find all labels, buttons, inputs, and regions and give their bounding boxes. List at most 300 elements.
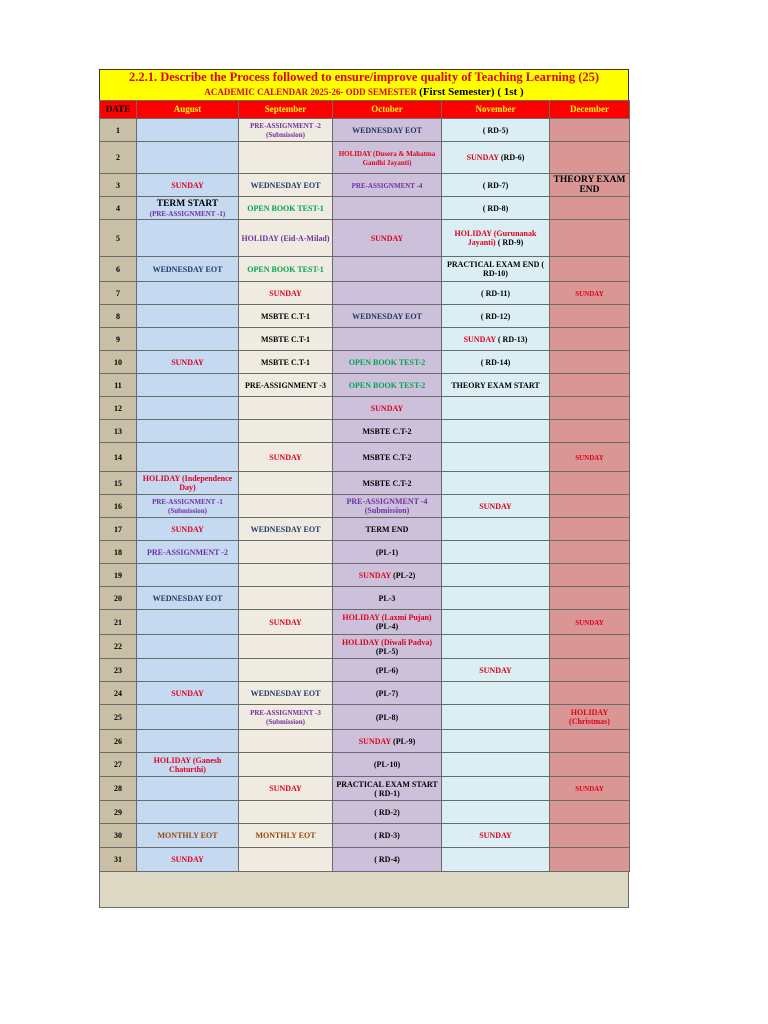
august-cell	[137, 777, 239, 801]
date-cell	[100, 495, 137, 518]
october-cell	[333, 282, 442, 305]
october-entry: PL-3	[378, 593, 396, 603]
august-cell	[137, 472, 239, 495]
september-entry: WEDNESDAY EOT	[250, 524, 321, 534]
november-entry: SUNDAY	[479, 665, 512, 675]
date-cell	[100, 119, 137, 142]
october-entry: (PL-1)	[375, 547, 399, 557]
december-entry: HOLIDAY (Christmas)	[569, 708, 610, 726]
date-number: 31	[114, 855, 122, 864]
date-number: 30	[114, 831, 122, 840]
date-cell	[100, 753, 137, 777]
october-cell	[333, 328, 442, 351]
date-cell	[100, 374, 137, 397]
october-cell	[333, 682, 442, 705]
september-entry: SUNDAY	[269, 784, 302, 793]
september-cell	[239, 197, 333, 220]
column-header-date: DATE	[100, 101, 137, 119]
october-entry: (PL-8)	[375, 712, 399, 722]
november-cell	[442, 257, 550, 282]
october-cell	[333, 564, 442, 587]
subtitle-semester-label: ACADEMIC CALENDAR 2025-26- ODD SEMESTER	[204, 87, 417, 97]
calendar-title: 2.2.1. Describe the Process followed to ensure/improve quality of Teaching Learning (25)	[128, 70, 600, 84]
october-entry: (PL-5)	[375, 646, 399, 656]
december-cell	[550, 635, 630, 659]
august-cell	[137, 174, 239, 197]
august-cell	[137, 443, 239, 472]
calendar-row	[100, 328, 630, 351]
september-entry: PRE-ASSIGNMENT -3	[245, 380, 326, 390]
november-entry: ( RD-14)	[480, 357, 511, 367]
calendar-row	[100, 119, 630, 142]
december-cell	[550, 220, 630, 257]
december-entry: SUNDAY	[575, 785, 604, 793]
date-cell	[100, 351, 137, 374]
date-number: 5	[116, 233, 120, 243]
date-cell	[100, 587, 137, 610]
november-cell	[442, 328, 550, 351]
october-cell	[333, 351, 442, 374]
september-cell	[239, 282, 333, 305]
october-cell	[333, 495, 442, 518]
november-cell	[442, 495, 550, 518]
calendar-row	[100, 541, 630, 564]
november-cell	[442, 801, 550, 824]
october-entry: HOLIDAY (Dusera & Mahatma Gandhi Jayanti)	[338, 149, 436, 167]
calendar-row	[100, 518, 630, 541]
august-cell	[137, 635, 239, 659]
date-cell	[100, 801, 137, 824]
october-entry: (PL-9)	[393, 736, 416, 746]
september-entry: MONTHLY EOT	[255, 831, 316, 840]
column-header-october: October	[333, 101, 442, 119]
date-cell	[100, 282, 137, 305]
october-entry: PRE-ASSIGNMENT -4	[351, 181, 423, 190]
december-cell	[550, 119, 630, 142]
october-cell	[333, 777, 442, 801]
october-entry: PRACTICAL EXAM START ( RD-1)	[336, 779, 438, 798]
august-cell	[137, 610, 239, 635]
august-entry: MONTHLY EOT	[157, 831, 218, 840]
september-entry: WEDNESDAY EOT	[250, 180, 321, 190]
date-cell	[100, 777, 137, 801]
august-cell	[137, 753, 239, 777]
calendar-row	[100, 142, 630, 174]
date-number: 25	[114, 712, 122, 722]
calendar-row	[100, 777, 630, 801]
october-entry: MSBTE C.T-2	[362, 426, 412, 436]
august-cell	[137, 564, 239, 587]
october-entry: TERM END	[365, 524, 409, 534]
november-cell	[442, 848, 550, 872]
september-cell	[239, 777, 333, 801]
october-cell	[333, 541, 442, 564]
august-entry: SUNDAY	[171, 688, 204, 698]
august-cell	[137, 282, 239, 305]
december-cell	[550, 848, 630, 872]
date-number: 3	[116, 180, 120, 190]
november-entry: ( RD-7)	[482, 180, 509, 190]
november-entry: SUNDAY	[479, 501, 512, 511]
october-cell	[333, 220, 442, 257]
october-cell	[333, 705, 442, 730]
september-cell	[239, 257, 333, 282]
september-entry: MSBTE C.T-1	[260, 311, 311, 321]
november-cell	[442, 682, 550, 705]
column-header-september: September	[239, 101, 333, 119]
october-cell	[333, 174, 442, 197]
august-cell	[137, 705, 239, 730]
calendar-row	[100, 220, 630, 257]
december-cell	[550, 257, 630, 282]
august-entry: HOLIDAY (Independence Day)	[142, 474, 233, 492]
september-cell	[239, 305, 333, 328]
calendar-row	[100, 305, 630, 328]
august-cell	[137, 587, 239, 610]
october-cell	[333, 142, 442, 174]
calendar-row	[100, 610, 630, 635]
date-number: 10	[114, 357, 122, 367]
august-entry: SUNDAY	[171, 524, 204, 534]
december-cell	[550, 753, 630, 777]
september-entry: SUNDAY	[269, 452, 302, 462]
november-cell	[442, 142, 550, 174]
october-holiday-label: HOLIDAY (Laxmi Pujan)	[342, 613, 432, 622]
october-cell	[333, 305, 442, 328]
october-entry: (PL-4)	[375, 622, 399, 631]
november-cell	[442, 119, 550, 142]
date-number: 29	[114, 807, 122, 817]
date-cell	[100, 328, 137, 351]
date-number: 14	[114, 452, 122, 462]
december-cell	[550, 374, 630, 397]
date-number: 19	[114, 570, 122, 580]
august-entry: SUNDAY	[171, 357, 204, 367]
calendar-row	[100, 174, 630, 197]
date-cell	[100, 174, 137, 197]
october-cell	[333, 197, 442, 220]
date-cell	[100, 564, 137, 587]
august-cell	[137, 420, 239, 443]
october-entry: PRE-ASSIGNMENT -4 (Submission)	[346, 497, 428, 515]
date-number: 21	[114, 617, 122, 627]
december-cell	[550, 443, 630, 472]
calendar-row	[100, 824, 630, 848]
november-cell	[442, 374, 550, 397]
december-cell	[550, 397, 630, 420]
calendar-table	[99, 100, 630, 872]
date-number: 12	[114, 403, 122, 413]
november-holiday-label: SUNDAY	[466, 153, 499, 162]
calendar-row	[100, 397, 630, 420]
august-cell	[137, 495, 239, 518]
date-number: 9	[116, 334, 120, 344]
date-number: 26	[114, 736, 122, 746]
calendar-row	[100, 472, 630, 495]
september-cell	[239, 142, 333, 174]
september-cell	[239, 472, 333, 495]
august-entry: WEDNESDAY EOT	[152, 593, 223, 603]
october-cell	[333, 257, 442, 282]
date-number: 22	[114, 642, 122, 651]
october-cell	[333, 420, 442, 443]
september-cell	[239, 220, 333, 257]
august-cell	[137, 801, 239, 824]
august-cell	[137, 119, 239, 142]
column-header-august: August	[137, 101, 239, 119]
august-cell	[137, 518, 239, 541]
date-number: 7	[116, 288, 120, 298]
calendar-row	[100, 705, 630, 730]
december-cell	[550, 174, 630, 197]
december-cell	[550, 495, 630, 518]
calendar-header	[99, 69, 629, 100]
august-entry: HOLIDAY (Ganesh Chaturthi)	[153, 755, 222, 774]
october-holiday-label: SUNDAY	[358, 570, 392, 580]
november-entry: ( RD-8)	[482, 203, 509, 213]
october-cell	[333, 824, 442, 848]
september-cell	[239, 635, 333, 659]
august-cell	[137, 305, 239, 328]
october-entry: ( RD-4)	[374, 855, 400, 864]
november-cell	[442, 824, 550, 848]
september-entry: WEDNESDAY EOT	[250, 688, 321, 698]
september-entry: PRE-ASSIGNMENT -3 (Submission)	[250, 709, 321, 726]
october-cell	[333, 119, 442, 142]
october-cell	[333, 518, 442, 541]
date-cell	[100, 197, 137, 220]
october-entry: ( RD-2)	[374, 807, 400, 817]
september-entry: MSBTE C.T-1	[260, 357, 311, 367]
october-entry: MSBTE C.T-2	[362, 478, 412, 488]
november-entry: (RD-6)	[500, 153, 525, 162]
august-cell	[137, 824, 239, 848]
calendar-subtitle	[100, 85, 628, 100]
august-entry: SUNDAY	[171, 855, 204, 864]
october-cell	[333, 753, 442, 777]
november-cell	[442, 282, 550, 305]
december-cell	[550, 328, 630, 351]
calendar-row	[100, 443, 630, 472]
december-cell	[550, 801, 630, 824]
september-cell	[239, 824, 333, 848]
date-number: 4	[116, 203, 120, 213]
column-header-row	[100, 101, 630, 119]
september-cell	[239, 730, 333, 753]
date-number: 20	[114, 593, 122, 603]
november-entry: ( RD-11)	[480, 288, 511, 298]
date-number: 15	[114, 478, 122, 488]
calendar-row	[100, 282, 630, 305]
november-cell	[442, 443, 550, 472]
august-cell	[137, 682, 239, 705]
august-cell	[137, 351, 239, 374]
november-cell	[442, 659, 550, 682]
november-entry: ( RD-5)	[482, 125, 509, 135]
date-cell	[100, 610, 137, 635]
november-cell	[442, 472, 550, 495]
november-cell	[442, 351, 550, 374]
november-cell	[442, 397, 550, 420]
date-cell	[100, 659, 137, 682]
date-number: 27	[114, 760, 122, 769]
august-cell	[137, 659, 239, 682]
date-number: 1	[116, 125, 120, 135]
november-cell	[442, 730, 550, 753]
november-holiday-label: SUNDAY	[463, 334, 496, 344]
date-cell	[100, 541, 137, 564]
september-cell	[239, 564, 333, 587]
september-cell	[239, 682, 333, 705]
november-cell	[442, 541, 550, 564]
calendar-body	[100, 119, 630, 872]
october-entry: WEDNESDAY EOT	[352, 125, 422, 135]
august-cell	[137, 328, 239, 351]
december-cell	[550, 351, 630, 374]
september-cell	[239, 351, 333, 374]
august-cell	[137, 142, 239, 174]
august-cell	[137, 541, 239, 564]
october-cell	[333, 635, 442, 659]
september-cell	[239, 328, 333, 351]
november-cell	[442, 420, 550, 443]
calendar-row	[100, 351, 630, 374]
calendar-row	[100, 420, 630, 443]
august-cell	[137, 220, 239, 257]
date-number: 23	[114, 665, 122, 675]
october-entry: OPEN BOOK TEST-2	[348, 380, 426, 390]
september-entry: SUNDAY	[269, 617, 302, 627]
october-cell	[333, 472, 442, 495]
date-cell	[100, 848, 137, 872]
december-cell	[550, 518, 630, 541]
september-cell	[239, 420, 333, 443]
september-cell	[239, 397, 333, 420]
december-cell	[550, 282, 630, 305]
calendar-row	[100, 682, 630, 705]
calendar-row	[100, 197, 630, 220]
date-cell	[100, 220, 137, 257]
august-entry: SUNDAY	[171, 180, 204, 190]
column-header-december: December	[550, 101, 630, 119]
september-cell	[239, 587, 333, 610]
december-cell	[550, 197, 630, 220]
calendar-row	[100, 753, 630, 777]
subtitle-semester-number: (First Semester) ( 1st )	[419, 86, 524, 98]
date-number: 6	[116, 264, 120, 274]
september-cell	[239, 848, 333, 872]
december-cell	[550, 305, 630, 328]
september-cell	[239, 518, 333, 541]
date-number: 16	[114, 501, 122, 511]
november-cell	[442, 197, 550, 220]
november-cell	[442, 305, 550, 328]
december-cell	[550, 705, 630, 730]
october-entry: MSBTE C.T-2	[362, 452, 412, 462]
december-cell	[550, 472, 630, 495]
september-entry: MSBTE C.T-1	[260, 334, 311, 344]
november-cell	[442, 753, 550, 777]
calendar-footer-blank	[99, 872, 629, 908]
august-entry: WEDNESDAY EOT	[152, 264, 223, 274]
calendar-row	[100, 374, 630, 397]
december-cell	[550, 564, 630, 587]
august-cell	[137, 374, 239, 397]
october-cell	[333, 659, 442, 682]
november-cell	[442, 174, 550, 197]
date-cell	[100, 443, 137, 472]
calendar-row	[100, 848, 630, 872]
october-entry: SUNDAY	[370, 233, 404, 243]
november-cell	[442, 587, 550, 610]
october-cell	[333, 801, 442, 824]
date-cell	[100, 472, 137, 495]
date-cell	[100, 142, 137, 174]
november-cell	[442, 564, 550, 587]
december-entry: THEORY EXAM END	[553, 175, 626, 195]
calendar-row	[100, 587, 630, 610]
date-cell	[100, 420, 137, 443]
november-cell	[442, 777, 550, 801]
november-entry: ( RD-13)	[497, 334, 528, 344]
december-cell	[550, 777, 630, 801]
october-entry: (PL-7)	[375, 688, 399, 698]
august-cell	[137, 257, 239, 282]
december-entry: SUNDAY	[575, 453, 604, 462]
august-cell	[137, 848, 239, 872]
date-number: 13	[114, 426, 122, 436]
november-entry: ( RD-9)	[497, 238, 524, 247]
october-cell	[333, 374, 442, 397]
october-cell	[333, 610, 442, 635]
december-cell	[550, 824, 630, 848]
september-entry: PRE-ASSIGNMENT -2 (Submission)	[250, 122, 321, 139]
october-cell	[333, 848, 442, 872]
september-cell	[239, 443, 333, 472]
calendar-row	[100, 564, 630, 587]
date-cell	[100, 635, 137, 659]
december-cell	[550, 142, 630, 174]
date-cell	[100, 730, 137, 753]
august-entry: PRE-ASSIGNMENT -1 (Submission)	[152, 498, 223, 515]
november-holiday-label: HOLIDAY (Gurunanak Jayanti)	[454, 229, 537, 247]
october-cell	[333, 443, 442, 472]
november-entry: THEORY EXAM START	[451, 380, 540, 390]
date-cell	[100, 705, 137, 730]
december-cell	[550, 682, 630, 705]
september-cell	[239, 495, 333, 518]
date-number: 11	[114, 380, 122, 390]
october-cell	[333, 587, 442, 610]
date-number: 24	[114, 688, 122, 698]
november-cell	[442, 610, 550, 635]
november-cell	[442, 635, 550, 659]
date-number: 2	[116, 153, 120, 162]
october-entry: (PL-6)	[375, 665, 399, 675]
date-number: 18	[114, 547, 122, 557]
december-entry: SUNDAY	[575, 289, 604, 298]
academic-calendar-sheet	[99, 69, 629, 908]
date-number: 28	[114, 784, 122, 793]
august-cell	[137, 730, 239, 753]
date-number: 8	[116, 311, 120, 321]
december-cell	[550, 610, 630, 635]
september-cell	[239, 119, 333, 142]
november-cell	[442, 705, 550, 730]
date-cell	[100, 397, 137, 420]
calendar-row	[100, 635, 630, 659]
october-holiday-label: HOLIDAY (Diwali Padva)	[341, 637, 433, 647]
